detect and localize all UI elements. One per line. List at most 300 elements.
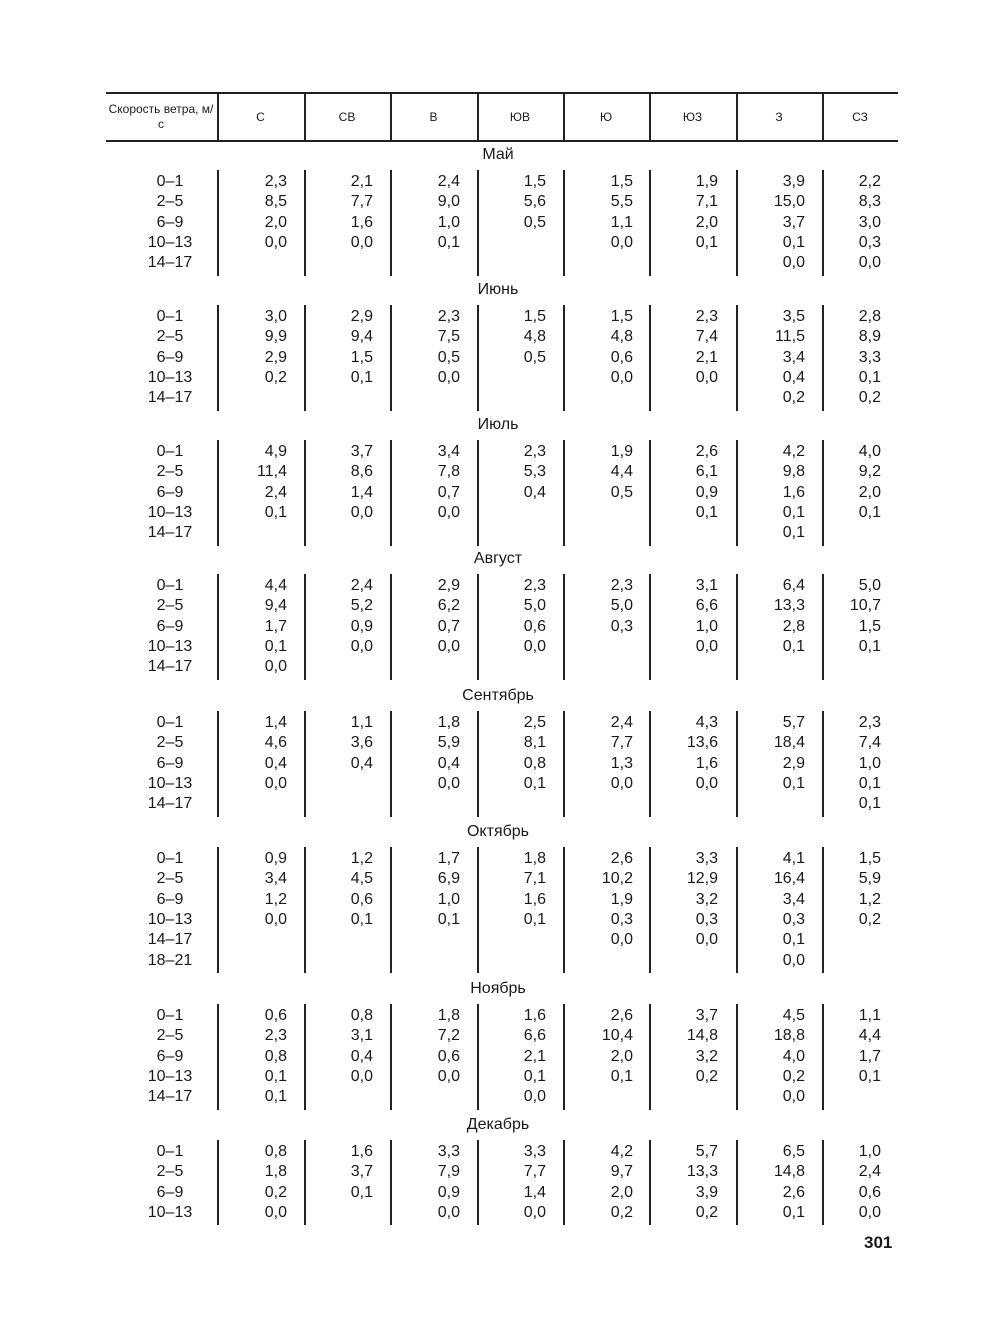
table-cell: 2,0 — [610, 1047, 633, 1065]
table-cell: 2,3 — [858, 714, 881, 731]
table-cell: 0,7 — [437, 617, 460, 635]
table-cell: 1,4 — [264, 714, 287, 731]
table-cell: 0,2 — [610, 1203, 633, 1221]
table-cell: 10,2 — [601, 870, 633, 888]
column-divider — [217, 1004, 219, 1110]
direction-header: СВ — [338, 109, 356, 124]
table-cell: 2,0 — [610, 1183, 633, 1201]
column-divider — [217, 1140, 219, 1225]
speed-range: 2–5 — [156, 193, 184, 211]
table-cell: 2,1 — [695, 348, 718, 366]
speed-column-header: Скорость ветра, м/с — [108, 102, 214, 131]
table-cell: 0,0 — [610, 931, 633, 949]
table-cell: 2,9 — [782, 754, 805, 772]
table-cell: 0,0 — [523, 1088, 546, 1106]
table-cell: 2,9 — [264, 348, 287, 366]
table-cell: 0,2 — [858, 389, 881, 407]
table-cell: 4,0 — [858, 443, 881, 460]
table-cell: 0,9 — [264, 850, 287, 867]
table-cell: 2,4 — [610, 714, 633, 731]
table-cell: 0,0 — [350, 233, 373, 251]
table-cell: 0,4 — [782, 368, 805, 386]
table-cell: 2,4 — [858, 1163, 881, 1181]
table-cell: 3,7 — [350, 1163, 373, 1181]
table-cell: 3,3 — [695, 850, 718, 867]
table-cell: 5,2 — [350, 597, 373, 615]
table-cell: 1,6 — [695, 754, 718, 772]
speed-range: 14–17 — [147, 524, 193, 542]
table-cell: 1,5 — [350, 348, 373, 366]
table-cell: 3,5 — [782, 308, 805, 325]
table-cell: 0,1 — [782, 931, 805, 949]
table-cell: 1,5 — [523, 173, 546, 190]
column-divider — [390, 440, 392, 546]
speed-range: 0–1 — [156, 714, 184, 731]
table-cell: 2,6 — [695, 443, 718, 460]
table-cell: 0,3 — [610, 910, 633, 928]
table-cell: 3,4 — [782, 348, 805, 366]
table-cell: 0,1 — [350, 368, 373, 386]
table-cell: 0,0 — [437, 1067, 460, 1085]
page-number: 301 — [864, 1233, 893, 1252]
table-cell: 0,1 — [695, 503, 718, 521]
table-cell: 9,4 — [350, 328, 373, 346]
table-cell: 0,1 — [858, 1067, 881, 1085]
speed-range: 18–21 — [147, 951, 193, 969]
table-cell: 0,1 — [782, 233, 805, 251]
table-cell: 5,0 — [858, 577, 881, 594]
column-divider — [477, 170, 479, 276]
table-cell: 0,0 — [782, 254, 805, 272]
table-cell: 0,2 — [782, 1067, 805, 1085]
table-cell: 0,3 — [610, 617, 633, 635]
table-cell: 2,1 — [523, 1047, 546, 1065]
table-cell: 0,6 — [350, 890, 373, 908]
speed-range: 6–9 — [156, 213, 184, 231]
table-cell: 3,6 — [350, 734, 373, 752]
table-cell: 0,4 — [437, 754, 460, 772]
table-cell: 4,5 — [782, 1007, 805, 1024]
table-cell: 3,3 — [437, 1143, 460, 1160]
table-cell: 0,0 — [264, 233, 287, 251]
table-cell: 6,9 — [437, 870, 460, 888]
table-cell: 3,7 — [695, 1007, 718, 1024]
table-cell: 0,4 — [350, 754, 373, 772]
column-divider — [217, 574, 219, 680]
table-cell: 0,1 — [523, 774, 546, 792]
table-cell: 0,8 — [523, 754, 546, 772]
table-cell: 4,1 — [782, 850, 805, 867]
table-cell: 7,8 — [437, 463, 460, 481]
table-cell: 0,4 — [264, 754, 287, 772]
speed-range: 10–13 — [147, 503, 193, 521]
table-cell: 1,8 — [437, 714, 460, 731]
table-cell: 1,6 — [523, 1007, 546, 1024]
table-cell: 0,2 — [782, 389, 805, 407]
table-cell: 4,2 — [782, 443, 805, 460]
column-divider — [477, 440, 479, 546]
table-cell: 5,5 — [610, 193, 633, 211]
speed-range: 0–1 — [156, 1143, 184, 1160]
table-cell: 7,4 — [695, 328, 718, 346]
table-cell: 0,0 — [782, 1088, 805, 1106]
table-cell: 0,1 — [858, 368, 881, 386]
table-cell: 5,0 — [523, 597, 546, 615]
table-cell: 3,0 — [264, 308, 287, 325]
table-cell: 1,2 — [858, 890, 881, 908]
table-cell: 0,0 — [437, 774, 460, 792]
table-cell: 0,1 — [782, 774, 805, 792]
speed-range: 6–9 — [156, 1047, 184, 1065]
speed-range: 2–5 — [156, 1163, 184, 1181]
table-cell: 0,4 — [350, 1047, 373, 1065]
column-divider — [304, 711, 306, 817]
table-cell: 0,0 — [610, 774, 633, 792]
table-cell: 6,6 — [523, 1027, 546, 1045]
table-cell: 0,0 — [695, 368, 718, 386]
speed-range: 2–5 — [156, 870, 184, 888]
speed-range: 6–9 — [156, 890, 184, 908]
table-cell: 4,4 — [858, 1027, 881, 1045]
table-cell: 0,1 — [264, 1067, 287, 1085]
speed-range: 6–9 — [156, 617, 184, 635]
direction-header: ЮЗ — [682, 109, 703, 124]
table-cell: 9,9 — [264, 328, 287, 346]
column-divider — [217, 305, 219, 411]
table-cell: 14,8 — [773, 1163, 805, 1181]
table-cell: 2,0 — [264, 213, 287, 231]
table-cell: 15,0 — [773, 193, 805, 211]
table-cell: 6,6 — [695, 597, 718, 615]
table-cell: 6,1 — [695, 463, 718, 481]
column-divider — [390, 1140, 392, 1225]
table-cell: 13,6 — [686, 734, 718, 752]
table-cell: 2,8 — [858, 308, 881, 325]
table-cell: 2,3 — [610, 577, 633, 594]
table-cell: 7,1 — [695, 193, 718, 211]
table-cell: 4,0 — [782, 1047, 805, 1065]
speed-range: 10–13 — [147, 910, 193, 928]
speed-range: 6–9 — [156, 348, 184, 366]
table-cell: 0,1 — [437, 910, 460, 928]
month-title: Июнь — [477, 281, 519, 298]
table-cell: 7,7 — [350, 193, 373, 211]
table-cell: 9,7 — [610, 1163, 633, 1181]
column-divider — [477, 305, 479, 411]
table-cell: 3,7 — [350, 443, 373, 460]
table-cell: 0,1 — [782, 1203, 805, 1221]
table-cell: 5,0 — [610, 597, 633, 615]
column-divider — [217, 711, 219, 817]
speed-range: 14–17 — [147, 931, 193, 949]
table-cell: 2,9 — [437, 577, 460, 594]
table-cell: 3,9 — [782, 173, 805, 190]
table-cell: 1,1 — [610, 213, 633, 231]
column-divider — [304, 305, 306, 411]
table-cell: 4,2 — [610, 1143, 633, 1160]
column-divider — [563, 170, 565, 276]
table-cell: 0,3 — [782, 910, 805, 928]
column-divider — [304, 574, 306, 680]
table-cell: 2,4 — [437, 173, 460, 190]
table-cell: 7,2 — [437, 1027, 460, 1045]
table-cell: 1,4 — [350, 483, 373, 501]
table-cell: 1,4 — [523, 1183, 546, 1201]
column-divider — [563, 305, 565, 411]
table-cell: 0,6 — [610, 348, 633, 366]
column-divider — [390, 305, 392, 411]
speed-range: 10–13 — [147, 637, 193, 655]
column-divider — [649, 711, 651, 817]
table-cell: 0,1 — [437, 233, 460, 251]
column-divider — [390, 847, 392, 973]
table-cell: 0,1 — [858, 637, 881, 655]
column-divider — [477, 711, 479, 817]
table-cell: 0,6 — [437, 1047, 460, 1065]
table-cell: 4,8 — [523, 328, 546, 346]
column-divider — [217, 170, 219, 276]
table-cell: 2,5 — [523, 714, 546, 731]
direction-header: Ю — [599, 109, 613, 124]
direction-header: С — [256, 109, 265, 124]
table-cell: 11,5 — [775, 328, 805, 346]
column-divider — [217, 440, 219, 546]
column-divider — [736, 305, 738, 411]
month-title: Ноябрь — [470, 980, 526, 997]
table-cell: 0,0 — [695, 637, 718, 655]
month-title: Июль — [477, 416, 519, 433]
table-cell: 0,9 — [695, 483, 718, 501]
table-cell: 0,0 — [437, 1203, 460, 1221]
speed-range: 2–5 — [156, 597, 184, 615]
table-cell: 0,9 — [350, 617, 373, 635]
table-cell: 2,4 — [264, 483, 287, 501]
table-header — [106, 92, 898, 142]
table-cell: 2,3 — [264, 1027, 287, 1045]
table-cell: 13,3 — [686, 1163, 718, 1181]
table-cell: 1,0 — [858, 754, 881, 772]
table-cell: 1,8 — [523, 850, 546, 867]
table-cell: 9,4 — [264, 597, 287, 615]
table-cell: 7,9 — [437, 1163, 460, 1181]
table-cell: 1,7 — [437, 850, 460, 867]
table-cell: 7,5 — [437, 328, 460, 346]
table-cell: 2,3 — [523, 577, 546, 594]
table-cell: 3,1 — [695, 577, 718, 594]
table-cell: 0,6 — [858, 1183, 881, 1201]
table-cell: 1,5 — [610, 173, 633, 190]
table-cell: 2,3 — [695, 308, 718, 325]
table-cell: 1,7 — [264, 617, 287, 635]
table-cell: 0,1 — [782, 503, 805, 521]
table-cell: 3,7 — [782, 213, 805, 231]
column-divider — [736, 440, 738, 546]
column-divider — [304, 440, 306, 546]
table-cell: 1,0 — [437, 890, 460, 908]
table-cell: 0,0 — [350, 503, 373, 521]
column-divider — [304, 170, 306, 276]
speed-range: 0–1 — [156, 577, 184, 594]
table-cell: 2,1 — [350, 173, 373, 190]
column-divider — [477, 574, 479, 680]
table-cell: 0,0 — [782, 951, 805, 969]
table-cell: 0,5 — [437, 348, 460, 366]
column-divider — [649, 574, 651, 680]
table-cell: 3,1 — [350, 1027, 373, 1045]
table-cell: 9,2 — [858, 463, 881, 481]
table-cell: 1,5 — [523, 308, 546, 325]
table-cell: 1,5 — [858, 617, 881, 635]
table-cell: 0,0 — [523, 1203, 546, 1221]
table-cell: 11,4 — [257, 463, 287, 481]
table-cell: 13,3 — [773, 597, 805, 615]
table-cell: 0,6 — [523, 617, 546, 635]
column-divider — [477, 847, 479, 973]
table-cell: 3,0 — [858, 213, 881, 231]
table-cell: 8,6 — [350, 463, 373, 481]
table-cell: 0,5 — [523, 348, 546, 366]
speed-range: 10–13 — [147, 1067, 193, 1085]
table-cell: 0,1 — [264, 637, 287, 655]
table-cell: 0,1 — [695, 233, 718, 251]
month-title: Август — [473, 550, 523, 567]
table-cell: 5,3 — [523, 463, 546, 481]
speed-range: 14–17 — [147, 254, 193, 272]
table-cell: 0,0 — [437, 637, 460, 655]
column-divider — [217, 847, 219, 973]
table-cell: 0,1 — [350, 1183, 373, 1201]
table-cell: 0,1 — [610, 1067, 633, 1085]
speed-range: 2–5 — [156, 734, 184, 752]
table-cell: 9,8 — [782, 463, 805, 481]
table-cell: 4,3 — [695, 714, 718, 731]
table-cell: 0,0 — [523, 637, 546, 655]
table-cell: 3,4 — [782, 890, 805, 908]
month-title: Декабрь — [466, 1116, 530, 1133]
table-cell: 4,9 — [264, 443, 287, 460]
table-cell: 10,4 — [601, 1027, 633, 1045]
speed-range: 10–13 — [147, 233, 193, 251]
table-cell: 0,0 — [350, 637, 373, 655]
table-cell: 0,1 — [858, 774, 881, 792]
table-cell: 0,8 — [350, 1007, 373, 1024]
column-divider — [563, 1004, 565, 1110]
table-cell: 1,2 — [350, 850, 373, 867]
table-cell: 5,9 — [858, 870, 881, 888]
table-cell: 7,7 — [610, 734, 633, 752]
table-cell: 0,0 — [264, 1203, 287, 1221]
table-cell: 2,3 — [264, 173, 287, 190]
table-cell: 1,1 — [350, 714, 373, 731]
table-cell: 0,3 — [858, 233, 881, 251]
table-cell: 4,5 — [350, 870, 373, 888]
table-cell: 4,4 — [264, 577, 287, 594]
column-divider — [649, 1140, 651, 1225]
column-divider — [736, 1004, 738, 1110]
table-cell: 2,4 — [350, 577, 373, 594]
table-cell: 2,3 — [437, 308, 460, 325]
table-cell: 0,5 — [610, 483, 633, 501]
column-divider — [563, 1140, 565, 1225]
table-cell: 1,6 — [523, 890, 546, 908]
table-cell: 8,9 — [858, 328, 881, 346]
table-cell: 8,5 — [264, 193, 287, 211]
table-cell: 8,1 — [523, 734, 546, 752]
table-cell: 2,3 — [523, 443, 546, 460]
table-cell: 0,7 — [437, 483, 460, 501]
table-cell: 0,1 — [523, 910, 546, 928]
column-divider — [649, 170, 651, 276]
table-cell: 6,5 — [782, 1143, 805, 1160]
column-divider — [649, 847, 651, 973]
table-cell: 1,3 — [610, 754, 633, 772]
table-cell: 3,9 — [695, 1183, 718, 1201]
speed-range: 10–13 — [147, 1203, 193, 1221]
table-cell: 0,4 — [523, 483, 546, 501]
column-divider — [736, 847, 738, 973]
table-cell: 2,6 — [610, 850, 633, 867]
month-title: Май — [482, 146, 514, 163]
table-cell: 1,0 — [695, 617, 718, 635]
table-cell: 1,9 — [610, 890, 633, 908]
table-cell: 7,1 — [523, 870, 546, 888]
table-cell: 0,0 — [858, 1203, 881, 1221]
speed-range: 14–17 — [147, 658, 193, 676]
direction-header: ЮВ — [509, 109, 531, 124]
speed-range: 0–1 — [156, 850, 184, 867]
column-divider — [304, 1004, 306, 1110]
table-cell: 10,7 — [849, 597, 881, 615]
table-cell: 1,5 — [610, 308, 633, 325]
table-cell: 1,5 — [858, 850, 881, 867]
table-cell: 0,0 — [264, 774, 287, 792]
table-cell: 9,0 — [437, 193, 460, 211]
table-cell: 1,9 — [695, 173, 718, 190]
table-cell: 3,3 — [858, 348, 881, 366]
table-cell: 1,6 — [350, 1143, 373, 1160]
table-cell: 5,7 — [782, 714, 805, 731]
column-divider — [563, 711, 565, 817]
speed-range: 2–5 — [156, 1027, 184, 1045]
speed-range: 14–17 — [147, 1088, 193, 1106]
table-cell: 0,2 — [858, 910, 881, 928]
column-divider — [390, 574, 392, 680]
table-cell: 0,2 — [695, 1203, 718, 1221]
column-divider — [563, 847, 565, 973]
speed-range: 6–9 — [156, 1183, 184, 1201]
table-cell: 0,0 — [264, 910, 287, 928]
table-cell: 3,4 — [437, 443, 460, 460]
table-cell: 2,2 — [858, 173, 881, 190]
column-divider — [304, 1140, 306, 1225]
table-cell: 0,1 — [523, 1067, 546, 1085]
table-cell: 14,8 — [686, 1027, 718, 1045]
table-cell: 0,1 — [782, 524, 805, 542]
table-cell: 0,1 — [858, 503, 881, 521]
table-cell: 6,2 — [437, 597, 460, 615]
column-divider — [649, 1004, 651, 1110]
table-cell: 5,7 — [695, 1143, 718, 1160]
table-cell: 0,9 — [437, 1183, 460, 1201]
table-cell: 1,2 — [264, 890, 287, 908]
table-cell: 7,4 — [858, 734, 881, 752]
table-cell: 2,9 — [350, 308, 373, 325]
column-divider — [477, 1140, 479, 1225]
table-cell: 6,4 — [782, 577, 805, 594]
column-divider — [736, 1140, 738, 1225]
column-divider — [649, 305, 651, 411]
column-divider — [390, 170, 392, 276]
